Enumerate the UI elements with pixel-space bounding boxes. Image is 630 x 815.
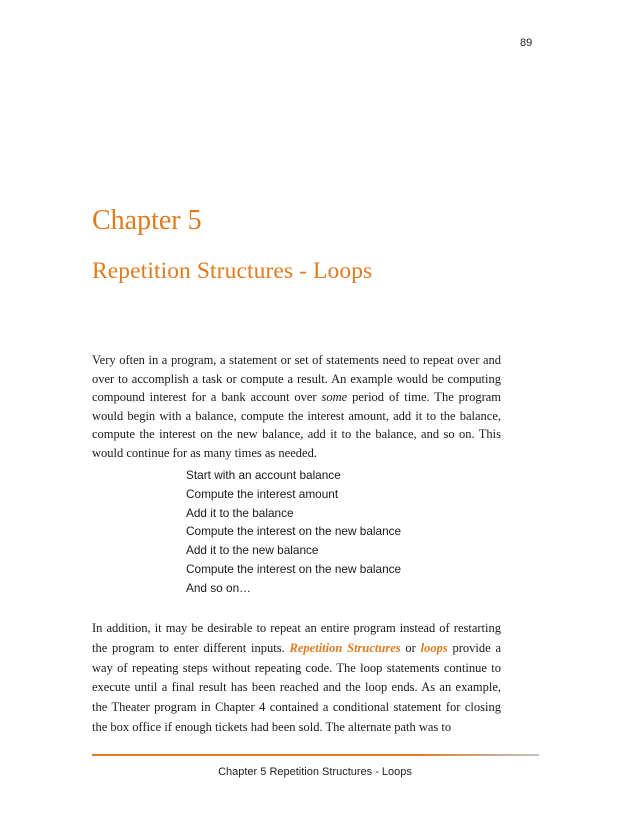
step-item: Start with an account balance xyxy=(186,468,341,482)
step-item: Compute the interest on the new balance xyxy=(186,561,402,576)
footer-running-title: Chapter 5 Repetition Structures - Loops xyxy=(218,766,412,778)
loops-paragraph xyxy=(92,619,501,738)
step-item: Add it to the new balance xyxy=(186,543,319,558)
intro-paragraph xyxy=(92,351,501,462)
step-item: Compute the interest on the new balance xyxy=(186,524,402,539)
chapter-number: Chapter 5 xyxy=(92,205,202,236)
intro-text-1: Very often in a program, a statement or set of statements need to repeat over and over to accomplish a task or compute a result. An example would be computing compound interest for a bank account over xyxy=(92,353,501,404)
step-item: Add it to the balance xyxy=(186,505,294,520)
intro-text-2: period of time. The program would begin with a balance, compute the interest amount, add it to the balance, compute the interest on the new balance, add it to the balance, and so on. This would continue for as many times as needed. xyxy=(92,390,502,460)
term-repetition-structures: Repetition Structures xyxy=(289,640,401,655)
term-loops: loops xyxy=(420,640,448,655)
interest-steps-list xyxy=(186,466,401,598)
footer-divider xyxy=(92,754,539,756)
page-number: 89 xyxy=(520,37,533,49)
emphasis-some: some xyxy=(321,390,348,404)
loops-text-3: provide a way of repeating steps without repeating code. The loop statements continue to execute until a final result has been reached and the loop ends. As an example, the Theater program in Chapter 4 contained a conditional statement for closing the box office if enough tickets had been sold. The alternate path was to xyxy=(92,640,502,734)
chapter-title: Repetition Structures - Loops xyxy=(92,258,373,284)
step-item: And so on… xyxy=(186,580,251,595)
step-item: Compute the interest amount xyxy=(186,486,339,501)
loops-text-1: In addition, it may be desirable to repeat an entire program instead of restarting the program to enter different inputs. xyxy=(92,621,501,655)
loops-text-2: or xyxy=(400,640,421,655)
